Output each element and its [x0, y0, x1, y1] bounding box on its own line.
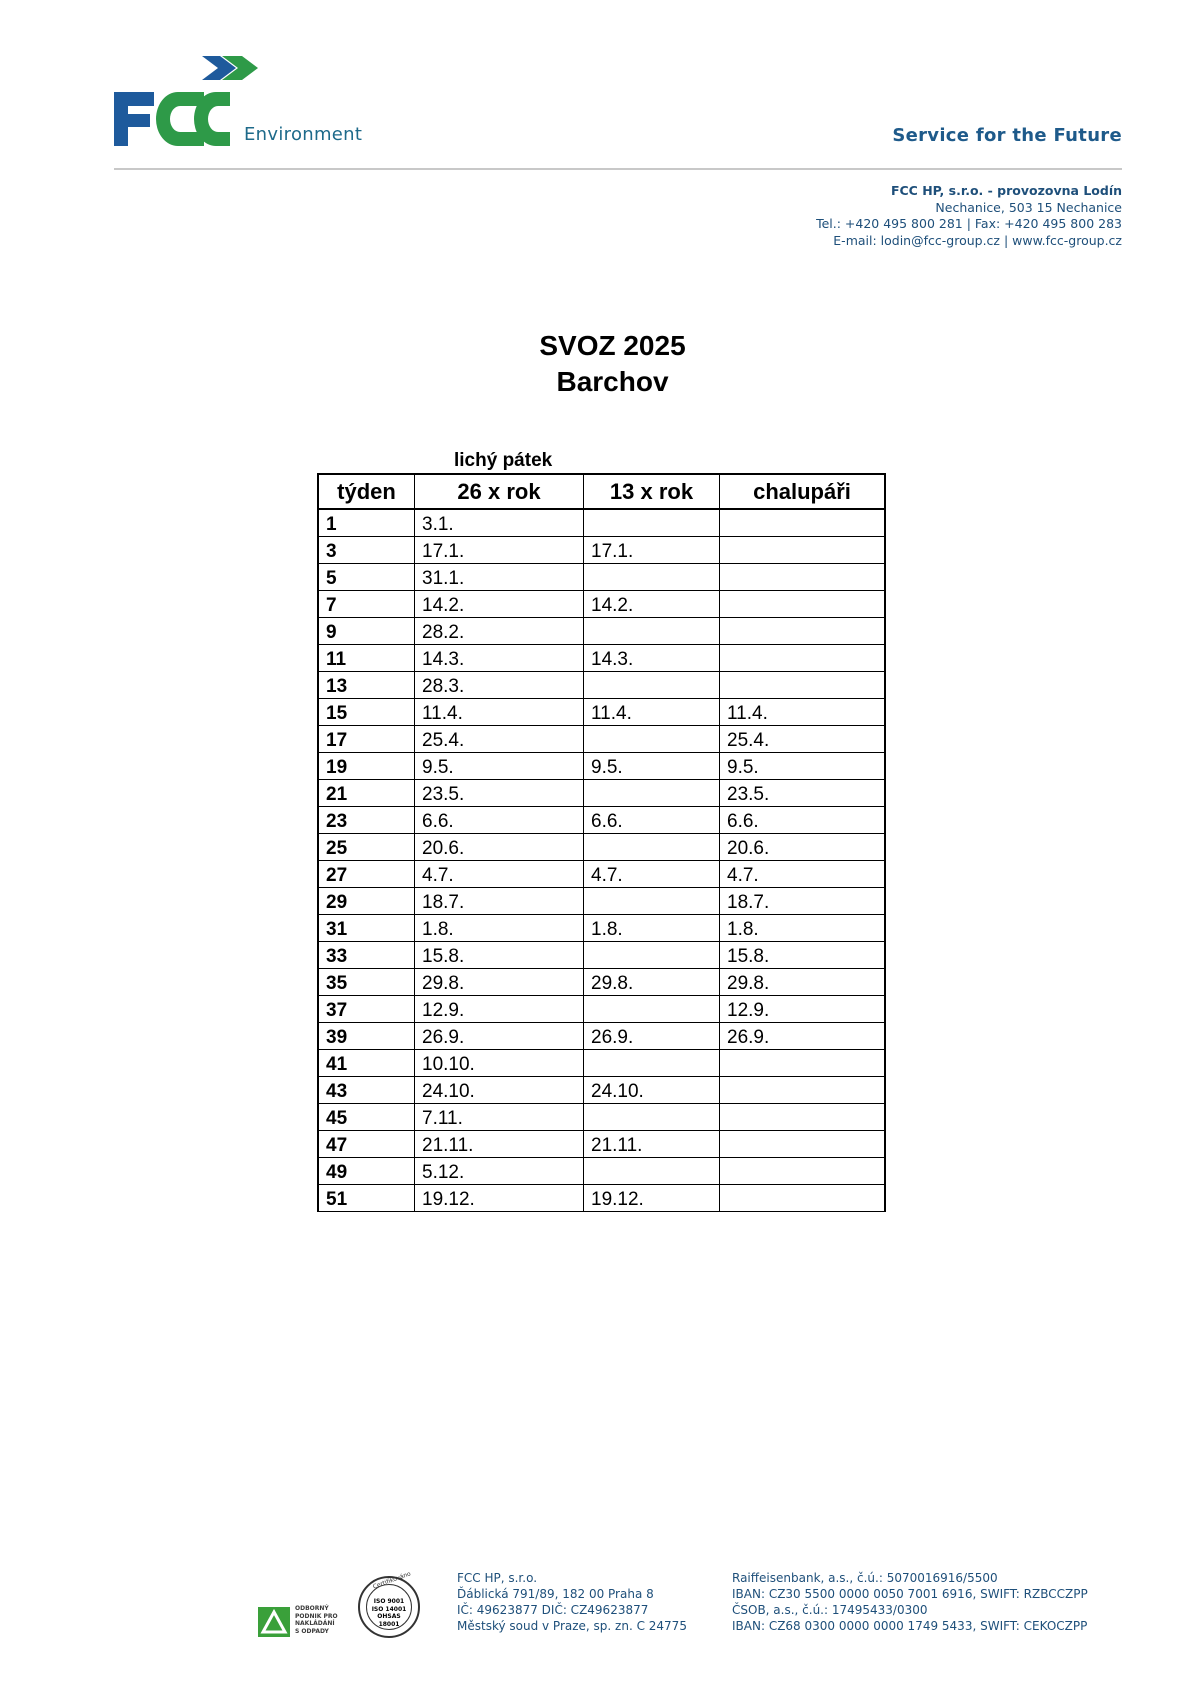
cell-13x: 11.4. — [584, 699, 720, 726]
cell-26x: 24.10. — [415, 1077, 584, 1104]
cell-13x — [584, 564, 720, 591]
cell-chalupari: 15.8. — [720, 942, 886, 969]
cell-chalupari: 18.7. — [720, 888, 886, 915]
cell-26x: 19.12. — [415, 1185, 584, 1212]
week-cell: 35 — [318, 969, 415, 996]
table-row — [318, 699, 885, 726]
week-cell: 39 — [318, 1023, 415, 1050]
cell-chalupari: 20.6. — [720, 834, 886, 861]
table-row — [318, 780, 885, 807]
week-cell: 19 — [318, 753, 415, 780]
cell-26x: 10.10. — [415, 1050, 584, 1077]
cell-chalupari — [720, 1077, 886, 1104]
page-subtitle: Barchov — [556, 366, 669, 397]
cell-13x — [584, 834, 720, 861]
cell-13x: 6.6. — [584, 807, 720, 834]
cell-chalupari — [720, 564, 886, 591]
cell-chalupari — [720, 509, 886, 537]
week-cell: 25 — [318, 834, 415, 861]
week-cell: 15 — [318, 699, 415, 726]
cell-13x — [584, 509, 720, 537]
week-cell: 9 — [318, 618, 415, 645]
cell-chalupari: 23.5. — [720, 780, 886, 807]
cell-13x: 14.2. — [584, 591, 720, 618]
table-row — [318, 1023, 885, 1050]
footer-line: Ďáblická 791/89, 182 00 Praha 8 — [457, 1587, 654, 1601]
table-row — [318, 564, 885, 591]
table-row — [318, 753, 885, 780]
table-row — [318, 618, 885, 645]
cell-13x — [584, 942, 720, 969]
cell-26x: 7.11. — [415, 1104, 584, 1131]
branch-phone: Tel.: +420 495 800 281 | Fax: +420 495 800 283 — [816, 216, 1122, 231]
footer-line: ČSOB, a.s., č.ú.: 17495433/0300 — [732, 1603, 928, 1617]
week-cell: 33 — [318, 942, 415, 969]
cell-13x: 4.7. — [584, 861, 720, 888]
week-cell: 1 — [318, 509, 415, 537]
cell-13x: 29.8. — [584, 969, 720, 996]
footer-company — [457, 1570, 687, 1634]
iso-line: OHSAS 18001 — [377, 1613, 401, 1628]
table-row — [318, 1050, 885, 1077]
cell-26x: 15.8. — [415, 942, 584, 969]
cell-13x — [584, 1050, 720, 1077]
cell-13x — [584, 726, 720, 753]
tagline: Service for the Future — [892, 125, 1122, 146]
cell-chalupari — [720, 1131, 886, 1158]
cell-26x: 23.5. — [415, 780, 584, 807]
cell-26x: 14.3. — [415, 645, 584, 672]
branch-email: E-mail: lodin@fcc-group.cz | www.fcc-group.cz — [833, 232, 1122, 248]
cell-chalupari — [720, 645, 886, 672]
week-cell: 41 — [318, 1050, 415, 1077]
table-row — [318, 807, 885, 834]
week-cell: 43 — [318, 1077, 415, 1104]
footer-bank — [732, 1570, 1088, 1634]
table-row — [318, 726, 885, 753]
cell-26x: 14.2. — [415, 591, 584, 618]
header-26x: 26 x rok — [415, 474, 584, 509]
cell-chalupari — [720, 1104, 886, 1131]
header-chalupari: chalupáři — [720, 474, 886, 509]
iso-line: ISO 9001 — [373, 1598, 405, 1605]
cell-13x: 14.3. — [584, 645, 720, 672]
logo-letter-f — [114, 92, 154, 146]
logo-subtitle: Environment — [244, 124, 363, 145]
branch-contact — [816, 183, 1122, 249]
week-cell: 13 — [318, 672, 415, 699]
footer-line: FCC HP, s.r.o. — [457, 1571, 538, 1585]
iso-line: ISO 14001 — [371, 1605, 407, 1613]
table-row — [318, 1131, 885, 1158]
cell-26x: 18.7. — [415, 888, 584, 915]
branch-address: Nechanice, 503 15 Nechanice — [935, 199, 1122, 215]
week-cell: 45 — [318, 1104, 415, 1131]
footer-line: IČ: 49623877 DIČ: CZ49623877 — [457, 1603, 649, 1617]
cell-26x: 12.9. — [415, 996, 584, 1023]
cell-13x — [584, 1104, 720, 1131]
cell-chalupari: 12.9. — [720, 996, 886, 1023]
week-cell: 27 — [318, 861, 415, 888]
week-cell: 31 — [318, 915, 415, 942]
footer-line: Městský soud v Praze, sp. zn. C 24775 — [457, 1619, 687, 1633]
table-row — [318, 672, 885, 699]
cell-chalupari — [720, 1185, 886, 1212]
week-cell: 47 — [318, 1131, 415, 1158]
table-header-row — [318, 474, 885, 509]
header-13x: 13 x rok — [584, 474, 720, 509]
footer-line: IBAN: CZ68 0300 0000 0000 1749 5433, SWIFT: CEKOCZPP — [732, 1619, 1088, 1633]
cell-26x: 21.11. — [415, 1131, 584, 1158]
table-row — [318, 645, 885, 672]
cell-chalupari: 9.5. — [720, 753, 886, 780]
table-row — [318, 888, 885, 915]
cell-chalupari: 1.8. — [720, 915, 886, 942]
week-cell: 29 — [318, 888, 415, 915]
cert-line: S ODPADY — [295, 1627, 329, 1635]
cell-13x: 26.9. — [584, 1023, 720, 1050]
week-cell: 49 — [318, 1158, 415, 1185]
cell-13x — [584, 618, 720, 645]
table-row — [318, 537, 885, 564]
cell-26x: 5.12. — [415, 1158, 584, 1185]
cell-13x: 9.5. — [584, 753, 720, 780]
cell-26x: 17.1. — [415, 537, 584, 564]
page-title: SVOZ 2025 — [539, 330, 686, 361]
table-row — [318, 1158, 885, 1185]
table-row — [318, 834, 885, 861]
iso-cert-inner — [366, 1584, 412, 1630]
cell-chalupari: 6.6. — [720, 807, 886, 834]
table-row — [318, 915, 885, 942]
cell-chalupari: 29.8. — [720, 969, 886, 996]
cell-chalupari: 11.4. — [720, 699, 886, 726]
table-row — [318, 969, 885, 996]
cell-chalupari: 25.4. — [720, 726, 886, 753]
cell-chalupari: 26.9. — [720, 1023, 886, 1050]
schedule-table — [317, 473, 886, 1212]
week-cell: 37 — [318, 996, 415, 1023]
table-row — [318, 861, 885, 888]
cell-13x: 24.10. — [584, 1077, 720, 1104]
cell-26x: 29.8. — [415, 969, 584, 996]
cell-chalupari — [720, 1158, 886, 1185]
table-row — [318, 1104, 885, 1131]
cell-chalupari — [720, 618, 886, 645]
cell-26x: 20.6. — [415, 834, 584, 861]
cell-26x: 6.6. — [415, 807, 584, 834]
cell-13x: 19.12. — [584, 1185, 720, 1212]
cell-26x: 25.4. — [415, 726, 584, 753]
week-cell: 23 — [318, 807, 415, 834]
week-cell: 21 — [318, 780, 415, 807]
cell-13x — [584, 888, 720, 915]
cell-13x — [584, 996, 720, 1023]
branch-name: FCC HP, s.r.o. - provozovna Lodín — [890, 183, 1122, 198]
table-body — [318, 509, 885, 1212]
cell-chalupari — [720, 591, 886, 618]
cell-26x: 11.4. — [415, 699, 584, 726]
cell-13x — [584, 1158, 720, 1185]
cell-13x: 1.8. — [584, 915, 720, 942]
cell-13x — [584, 672, 720, 699]
cert-line: PODNIK PRO — [295, 1612, 338, 1620]
table-row — [318, 1077, 885, 1104]
week-cell: 5 — [318, 564, 415, 591]
table-row — [318, 509, 885, 537]
cell-chalupari — [720, 1050, 886, 1077]
iso-cert-badge — [358, 1570, 420, 1638]
cell-26x: 31.1. — [415, 564, 584, 591]
table-row — [318, 942, 885, 969]
cert-line: ODBORNÝ — [295, 1605, 329, 1612]
week-cell: 51 — [318, 1185, 415, 1212]
table-row — [318, 996, 885, 1023]
week-cell: 3 — [318, 537, 415, 564]
cell-13x: 21.11. — [584, 1131, 720, 1158]
footer-line: Raiffeisenbank, a.s., č.ú.: 5070016916/5500 — [732, 1571, 998, 1585]
header-divider — [114, 168, 1122, 170]
waste-cert-label — [295, 1605, 338, 1635]
cell-chalupari — [720, 672, 886, 699]
cell-26x: 28.2. — [415, 618, 584, 645]
table-caption: lichý pátek — [454, 450, 553, 471]
iso-arc-text: Certifikováno — [372, 1570, 412, 1591]
week-cell: 7 — [318, 591, 415, 618]
cell-26x: 4.7. — [415, 861, 584, 888]
waste-cert-icon — [258, 1607, 290, 1637]
cell-chalupari — [720, 537, 886, 564]
header-week: týden — [318, 474, 415, 509]
cell-26x: 1.8. — [415, 915, 584, 942]
footer-line: IBAN: CZ30 5500 0000 0050 7001 6916, SWIFT: RZBCCZPP — [732, 1587, 1088, 1601]
cert-line: NAKLÁDÁNÍ — [295, 1620, 335, 1627]
week-cell: 17 — [318, 726, 415, 753]
table-row — [318, 1185, 885, 1212]
cell-13x — [584, 780, 720, 807]
week-cell: 11 — [318, 645, 415, 672]
cell-26x: 3.1. — [415, 509, 584, 537]
cell-26x: 9.5. — [415, 753, 584, 780]
table-row — [318, 591, 885, 618]
cell-chalupari: 4.7. — [720, 861, 886, 888]
cell-26x: 28.3. — [415, 672, 584, 699]
cell-26x: 26.9. — [415, 1023, 584, 1050]
cell-13x: 17.1. — [584, 537, 720, 564]
